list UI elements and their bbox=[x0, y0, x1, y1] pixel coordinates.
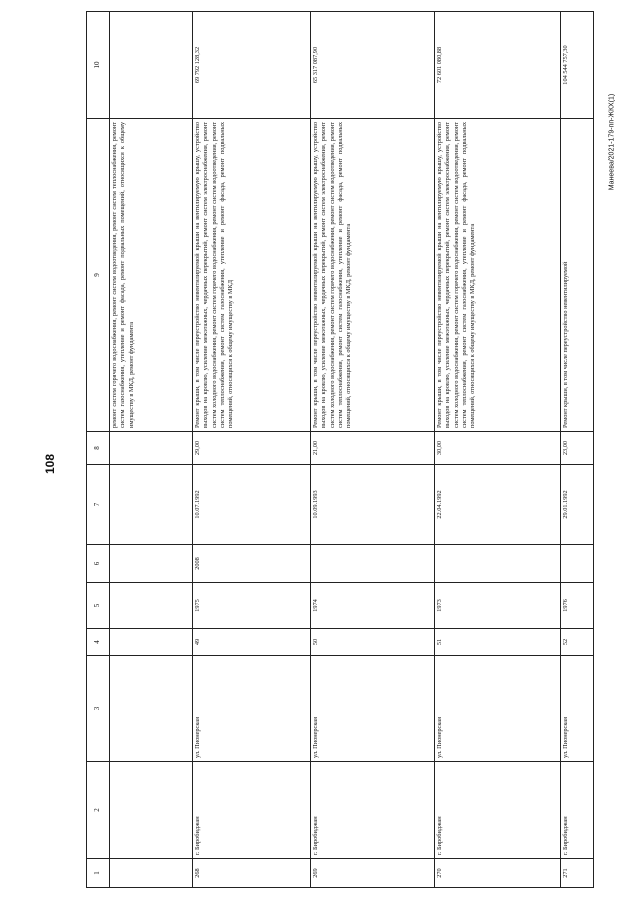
year-overhaul-cell bbox=[435, 545, 561, 583]
street-cell: ул. Пионерская bbox=[561, 656, 594, 762]
street-cell: ул. Пионерская bbox=[193, 656, 311, 762]
rotated-table bbox=[86, 12, 590, 888]
header-cell: 5 bbox=[87, 583, 110, 629]
wear-cell: 30,00 bbox=[435, 432, 561, 465]
house-number-cell: 52 bbox=[561, 629, 594, 656]
works-cell: Ремонт крыши, в том числе переустройство невентилируемой крыши на вентилируемую крышу, устройство выходов на кровлю, усиление межэтажных, чердачных перекрытий, ремонт систем электроснабжения, ремонт систем холодного водоснабжения, ремонт систем горячего водоснабжения, ремонт систем водоотведения, ремонт систем теплоснабжения, ремонт систем газоснабжения, утепление и ремонт фасада, ремонт подвальных помещений, относящихся к общему имуществу в МКД, ремонт фундамента bbox=[311, 119, 435, 432]
table-row bbox=[193, 12, 311, 888]
page-number: 108 bbox=[43, 453, 57, 475]
document-footer: Манеева/2021-179-пп-ЖКХ(1) bbox=[608, 93, 616, 191]
cost-cell: 65 317 087,90 bbox=[311, 12, 435, 119]
works-cell: Ремонт крыши, в том числе переустройство невентилируемой крыши на вентилируемую крышу, устройство выходов на кровлю, усиление межэтажных, чердачных перекрытий, ремонт систем электроснабжения, ремонт систем холодного водоснабжения, ремонт систем горячего водоснабжения, ремонт систем водоотведения, ремонт систем теплоснабжения, ремонт систем газоснабжения, утепление и ремонт фасада, ремонт подвальных помещений, относящихся к общему имуществу в МКД bbox=[193, 119, 311, 432]
table-row bbox=[435, 12, 561, 888]
works-cell: Ремонт крыши, в том числе переустройство невентилируемой крыши на вентилируемую крышу, устройство выходов на кровлю, усиление межэтажных, чердачных перекрытий, ремонт систем электроснабжения, ремонт систем холодного водоснабжения, ремонт систем горячего водоснабжения, ремонт систем водоотведения, ремонт систем теплоснабжения, ремонт систем газоснабжения, утепление и ремонт фасада, ремонт подвальных помещений, относящихся к общему имуществу в МКД, ремонт фундамента bbox=[435, 119, 561, 432]
year-built-cell: 1976 bbox=[561, 583, 594, 629]
table-row bbox=[110, 12, 193, 888]
city-cell: г. Биробиджан bbox=[311, 762, 435, 859]
year-overhaul-cell: 2008 bbox=[193, 545, 311, 583]
row-number-cell bbox=[110, 859, 193, 888]
street-cell bbox=[110, 656, 193, 762]
city-cell: г. Биробиджан bbox=[193, 762, 311, 859]
header-cell: 3 bbox=[87, 656, 110, 762]
year-overhaul-cell bbox=[561, 545, 594, 583]
cost-cell: 69 792 128,32 bbox=[193, 12, 311, 119]
housing-repair-table bbox=[86, 11, 594, 888]
house-number-cell: 50 bbox=[311, 629, 435, 656]
wear-cell: 21,00 bbox=[311, 432, 435, 465]
header-cell: 2 bbox=[87, 762, 110, 859]
year-built-cell: 1973 bbox=[435, 583, 561, 629]
wear-cell: 23,00 bbox=[561, 432, 594, 465]
house-number-cell: 49 bbox=[193, 629, 311, 656]
row-number-cell: 271 bbox=[561, 859, 594, 888]
date-cell: 22.04.1992 bbox=[435, 465, 561, 545]
works-cell: Ремонт крыши, в том числе переустройство невентилируемой bbox=[561, 119, 594, 432]
header-cell: 10 bbox=[87, 12, 110, 119]
wear-cell bbox=[110, 432, 193, 465]
street-cell: ул. Пионерская bbox=[311, 656, 435, 762]
works-cell: ремонт систем горячего водоснабжения, ремонт систем водоотведения, ремонт систем теплоснабжения, ремонт систем газоснабжения, утепление и ремонт фасада, ремонт подвальных помещений, относящихся к общему имуществу в МКД, ремонт фундамента bbox=[110, 119, 193, 432]
street-cell: ул. Пионерская bbox=[435, 656, 561, 762]
date-cell: 10.07.1992 bbox=[193, 465, 311, 545]
date-cell bbox=[110, 465, 193, 545]
house-number-cell bbox=[110, 629, 193, 656]
header-cell: 6 bbox=[87, 545, 110, 583]
table-header-row bbox=[87, 12, 110, 888]
house-number-cell: 51 bbox=[435, 629, 561, 656]
city-cell bbox=[110, 762, 193, 859]
header-cell: 4 bbox=[87, 629, 110, 656]
row-number-cell: 268 bbox=[193, 859, 311, 888]
date-cell: 10.09.1993 bbox=[311, 465, 435, 545]
wear-cell: 29,00 bbox=[193, 432, 311, 465]
city-cell: г. Биробиджан bbox=[435, 762, 561, 859]
row-number-cell: 270 bbox=[435, 859, 561, 888]
year-overhaul-cell bbox=[110, 545, 193, 583]
header-cell: 9 bbox=[87, 119, 110, 432]
year-built-cell: 1975 bbox=[193, 583, 311, 629]
document-table-wrapper bbox=[86, 12, 590, 888]
header-cell: 8 bbox=[87, 432, 110, 465]
header-cell: 7 bbox=[87, 465, 110, 545]
header-cell: 1 bbox=[87, 859, 110, 888]
date-cell: 29.01.1992 bbox=[561, 465, 594, 545]
year-overhaul-cell bbox=[311, 545, 435, 583]
table-row bbox=[561, 12, 594, 888]
year-built-cell: 1974 bbox=[311, 583, 435, 629]
cost-cell: 104 544 757,30 bbox=[561, 12, 594, 119]
city-cell: г. Биробиджан bbox=[561, 762, 594, 859]
cost-cell bbox=[110, 12, 193, 119]
year-built-cell bbox=[110, 583, 193, 629]
cost-cell: 72 601 080,88 bbox=[435, 12, 561, 119]
row-number-cell: 269 bbox=[311, 859, 435, 888]
table-row bbox=[311, 12, 435, 888]
